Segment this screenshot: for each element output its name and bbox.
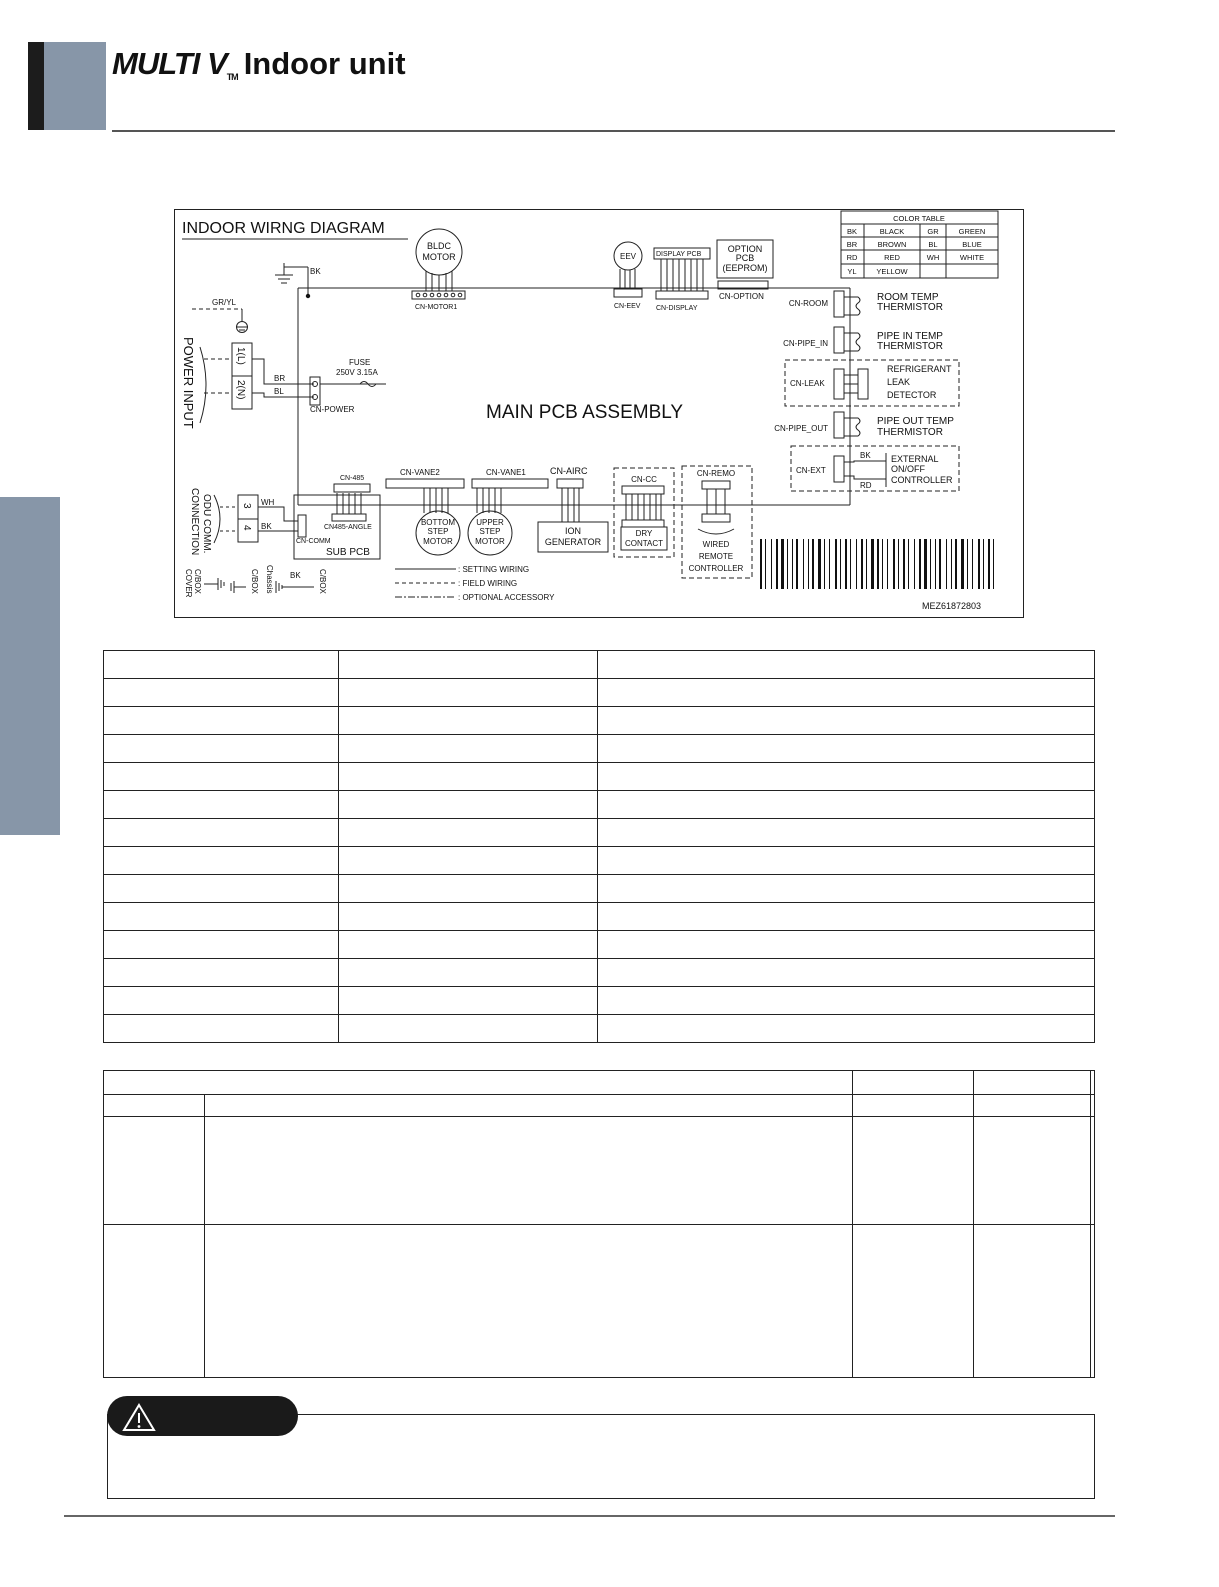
table-cell [104, 1095, 205, 1117]
table-cell [339, 707, 598, 735]
cn-vane1-label: CN-VANE1 [486, 468, 526, 477]
table-cell [104, 875, 339, 903]
table-row [104, 987, 1095, 1015]
upper-label-1: UPPER [476, 518, 504, 527]
header-rule [112, 130, 1115, 132]
table-cell [852, 1117, 973, 1225]
table-cell [339, 959, 598, 987]
color-name: BLACK [879, 227, 905, 236]
terminal-3: 3 [241, 503, 252, 509]
cn-pipe-in-label: CN-PIPE_IN [783, 339, 828, 348]
cbox-bk-label: BK [290, 571, 301, 580]
eev-label: EEV [619, 252, 637, 261]
fuse-label: FUSE [349, 358, 371, 367]
warning-icon [122, 1402, 156, 1432]
table-cell [104, 903, 339, 931]
main-pcb-label: MAIN PCB ASSEMBLY [486, 402, 684, 423]
cn485-angle-label: CN485-ANGLE [324, 524, 372, 531]
table-cell [104, 987, 339, 1015]
color-code: WH [926, 253, 940, 262]
leak-detector-connector [858, 369, 868, 399]
side-tab [0, 497, 60, 835]
legend-setting: : SETTING WIRING [458, 565, 530, 574]
logo-text: MULTI V [112, 46, 227, 81]
table-cell [339, 875, 598, 903]
table-cell [598, 679, 1095, 707]
table-cell [104, 1225, 205, 1378]
table-cell [598, 903, 1095, 931]
cn-ext-connector [834, 456, 844, 482]
ext-bk-label: BK [860, 451, 871, 460]
table-row [104, 847, 1095, 875]
odu-bracket [214, 495, 220, 543]
table-cell [104, 679, 339, 707]
table-cell [339, 679, 598, 707]
table-cell [973, 1117, 1090, 1225]
ground-junction [306, 294, 310, 298]
table-cell [1090, 1071, 1094, 1095]
cn-power-label: CN-POWER [310, 405, 355, 414]
upper-label-3: MOTOR [475, 537, 505, 546]
wh-label: WH [261, 498, 275, 507]
table-cell [339, 735, 598, 763]
leak-label-1: REFRIGERANT [887, 364, 952, 374]
table-cell [598, 763, 1095, 791]
table-cell [852, 1071, 973, 1095]
color-name: WHITE [959, 253, 985, 262]
barcode [760, 539, 994, 589]
table-cell [339, 903, 598, 931]
table-cell [598, 959, 1095, 987]
table-cell [973, 1071, 1090, 1095]
wiring-diagram [174, 209, 1024, 618]
bk-label: BK [261, 522, 272, 531]
upper-label-2: STEP [479, 527, 501, 536]
table-cell [339, 987, 598, 1015]
terminal-4: 4 [241, 525, 252, 531]
color-name: RED [884, 253, 900, 262]
pipe-in-thermistor-label: THERMISTOR [877, 341, 943, 352]
table-cell [598, 735, 1095, 763]
table-cell [205, 1225, 853, 1378]
table-row [104, 679, 1095, 707]
diagram-title: INDOOR WIRNG DIAGRAM [182, 220, 385, 237]
room-temp-label: ROOM TEMP [877, 292, 939, 303]
table-row [104, 707, 1095, 735]
table-cell [104, 819, 339, 847]
cn-pipe-in-connector [834, 327, 844, 353]
terminal-1l: 1(L) [235, 347, 246, 365]
pe-ground-icon [237, 322, 248, 333]
cbox-cover-ground-icon [204, 578, 224, 590]
table-cell [339, 931, 598, 959]
table-row [104, 651, 1095, 679]
table-cell [104, 707, 339, 735]
table-cell [598, 875, 1095, 903]
odu-connection-label: CONNECTION [189, 488, 200, 556]
power-input-label: POWER INPUT [181, 337, 196, 429]
table-cell [339, 763, 598, 791]
terminal-2n: 2(N) [235, 380, 246, 400]
brand-block-dark [28, 42, 44, 130]
cn-vane2-label: CN-VANE2 [400, 468, 440, 477]
leak-label-3: DETECTOR [887, 390, 937, 400]
cn-room-label: CN-ROOM [788, 299, 828, 308]
cbox2-label: C/BOX [318, 569, 327, 594]
power-input-bracket [200, 347, 206, 423]
table-row [104, 735, 1095, 763]
table-cell [1090, 1117, 1094, 1225]
cn-eev-label: CN-EEV [614, 303, 641, 310]
leak-label-2: LEAK [887, 377, 911, 387]
ext-rd-label: RD [860, 481, 872, 490]
cn-motor1-label: CN-MOTOR1 [415, 304, 458, 311]
table-cell [598, 651, 1095, 679]
ion-label-1: ION [564, 526, 582, 536]
table-row [104, 763, 1095, 791]
color-code: RD [846, 253, 858, 262]
table-row [104, 931, 1095, 959]
table-cell [1090, 1095, 1094, 1117]
cn-display-connector [656, 291, 708, 299]
option-label-2: PCB [735, 253, 755, 263]
chassis-label: Chassis [265, 565, 274, 594]
color-table-title: COLOR TABLE [893, 214, 945, 223]
table-cell [104, 651, 339, 679]
bldc-motor-label: MOTOR [422, 252, 456, 262]
bottom-label-3: MOTOR [423, 537, 453, 546]
brand-block-grey [44, 42, 106, 130]
color-code: YL [847, 267, 857, 276]
table-cell [1090, 1225, 1094, 1378]
sub-pcb-label: SUB PCB [326, 547, 370, 558]
wired-label-3: CONTROLLER [688, 564, 744, 573]
cn-remo-connector [702, 481, 730, 489]
earth-ground-icon [275, 263, 293, 283]
table-row [104, 1015, 1095, 1043]
cn-ext-label: CN-EXT [796, 466, 826, 475]
footer-rule [64, 1515, 1115, 1517]
dry-label-2: CONTACT [624, 539, 664, 548]
cn-comm-connector [298, 515, 306, 537]
ext-label-3: CONTROLLER [891, 475, 953, 485]
cn-comm-label: CN-COMM [296, 538, 331, 545]
table-cell [104, 791, 339, 819]
cn485-angle-connector [332, 514, 366, 521]
table-cell [598, 987, 1095, 1015]
cn-airc-connector [557, 479, 583, 488]
table-cell [598, 791, 1095, 819]
table-row [104, 1225, 1095, 1378]
table-cell [339, 819, 598, 847]
table-cell [104, 847, 339, 875]
cn-pipe-out-connector [834, 412, 844, 438]
room-thermistor-icon [844, 297, 860, 315]
barcode-number: MEZ61872803 [922, 601, 982, 611]
pipe-out-temp-label: PIPE OUT TEMP [877, 416, 954, 427]
odu-comm-label: ODU COMM. [201, 494, 212, 554]
legend-optional: : OPTIONAL ACCESSORY [458, 593, 555, 602]
color-table [841, 211, 998, 278]
table-row [104, 1117, 1095, 1225]
chassis-ground-icon [276, 581, 314, 593]
color-name: BROWN [877, 240, 907, 249]
cn-pipe-out-label: CN-PIPE_OUT [774, 424, 828, 433]
bottom-label-2: STEP [427, 527, 449, 536]
cn-485-label: CN-485 [340, 475, 365, 482]
table-cell [339, 1015, 598, 1043]
table-cell [104, 1071, 853, 1095]
table-cell [598, 707, 1095, 735]
connector-table [103, 1070, 1095, 1378]
cn-vane2-connector [386, 479, 464, 488]
color-code: BL [928, 240, 938, 249]
cn-leak-label: CN-LEAK [790, 379, 825, 388]
table-row [104, 903, 1095, 931]
table-cell [104, 931, 339, 959]
page-title: Indoor unit [243, 46, 406, 81]
pipe-in-thermistor-icon [844, 333, 860, 351]
ext-label-1: EXTERNAL [891, 454, 939, 464]
color-code: GR [927, 227, 939, 236]
color-name: BLUE [962, 240, 982, 249]
table-cell [104, 959, 339, 987]
bottom-label-1: BOTTOM [420, 518, 456, 527]
ion-label-2: GENERATOR [544, 537, 602, 547]
table-row [104, 791, 1095, 819]
cbox-ground-icon [231, 581, 246, 593]
wired-label-1: WIRED [702, 540, 730, 549]
gr-yl-label: GR/YL [212, 298, 237, 307]
room-thermistor-label: THERMISTOR [877, 302, 943, 313]
color-name: GREEN [958, 227, 986, 236]
table-cell [598, 931, 1095, 959]
dry-contact-connector [622, 520, 664, 527]
pipe-in-temp-label: PIPE IN TEMP [877, 331, 943, 342]
color-name: YELLOW [876, 267, 908, 276]
cn-airc-label: CN-AIRC [550, 466, 588, 476]
bldc-label: BLDC [426, 241, 452, 251]
cn-option-label: CN-OPTION [719, 292, 764, 301]
ground-bk-label: BK [310, 267, 321, 276]
color-code: BK [846, 227, 858, 236]
table-cell [598, 819, 1095, 847]
cn-485-connector [334, 484, 370, 492]
table-cell [104, 1015, 339, 1043]
table-cell [339, 791, 598, 819]
table-subheader-row [104, 1095, 1095, 1117]
multi-v-logo [112, 46, 406, 82]
cn-cc-label: CN-CC [631, 475, 657, 484]
fuse-rating: 250V 3.15A [336, 368, 378, 377]
table-cell [852, 1095, 973, 1117]
table-cell [852, 1225, 973, 1378]
legend-field: : FIELD WIRING [458, 579, 518, 588]
table-header-row [104, 1071, 1095, 1095]
dry-label-1: DRY [635, 529, 653, 538]
br-label: BR [274, 374, 286, 383]
cn-leak-connector [834, 369, 844, 399]
table-cell [598, 847, 1095, 875]
table-cell [339, 847, 598, 875]
cn-display-label: CN-DISPLAY [656, 305, 698, 312]
cbox-cover-label-2: COVER [184, 569, 193, 598]
cn-cc-connector [622, 486, 664, 494]
table-cell [104, 1117, 205, 1225]
table-cell [205, 1095, 853, 1117]
logo-trademark: TM [226, 72, 238, 82]
cbox-cover-label-1: C/BOX [193, 569, 202, 594]
wired-remote-cable [698, 529, 734, 534]
wired-label-2: REMOTE [698, 552, 734, 561]
table-row [104, 819, 1095, 847]
wh-wire [258, 507, 298, 521]
cn-eev-connector [614, 289, 642, 297]
cn-room-connector [834, 291, 844, 317]
bl-label: BL [274, 387, 284, 396]
table-row [104, 959, 1095, 987]
table-cell [104, 763, 339, 791]
table-cell [205, 1117, 853, 1225]
pipe-out-thermistor-icon [844, 418, 860, 436]
ext-label-2: ON/OFF [891, 464, 925, 474]
display-pcb-label: DISPLAY PCB [656, 251, 702, 258]
option-label-1: OPTION [727, 244, 763, 254]
table-cell [973, 1225, 1090, 1378]
option-label-3: (EEPROM) [722, 263, 768, 273]
color-code: BR [846, 240, 858, 249]
spec-table [103, 650, 1095, 1043]
cn-vane1-connector [472, 479, 548, 488]
table-cell [598, 1015, 1095, 1043]
wired-remote-connector [702, 514, 730, 522]
table-cell [104, 735, 339, 763]
table-cell [973, 1095, 1090, 1117]
table-cell [339, 651, 598, 679]
table-row [104, 875, 1095, 903]
pipe-out-thermistor-label: THERMISTOR [877, 427, 943, 438]
cbox-label: C/BOX [250, 569, 259, 594]
cn-remo-label: CN-REMO [696, 469, 736, 478]
